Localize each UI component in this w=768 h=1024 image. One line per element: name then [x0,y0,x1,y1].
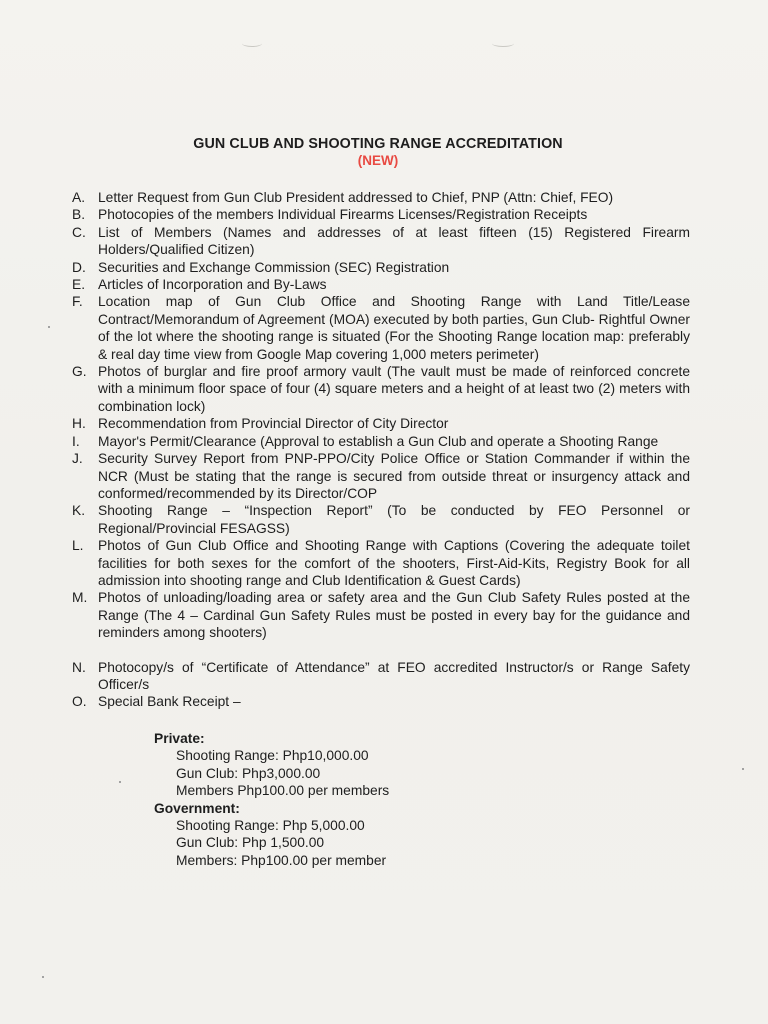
requirement-item-l [72,537,690,589]
fee-heading-private: Private: [154,731,205,746]
item-letter: J. [72,451,83,467]
item-text: Special Bank Receipt – [98,694,241,710]
requirement-item-f [72,293,690,363]
fee-line: Shooting Range: Php 5,000.00 [176,818,365,834]
item-letter: I. [72,433,80,449]
item-text: Photos of unloading/loading area or safety area and the Gun Club Safety Rules posted at the Range (The 4 – Cardinal Gun Safety Rules must be posted in every bay for the guidance and reminders among shooters) [98,590,690,641]
item-text: Articles of Incorporation and By-Laws [98,277,327,293]
fee-heading-government: Government: [154,800,240,816]
item-letter: L. [72,538,84,554]
requirement-item-i [72,433,690,450]
requirement-item-h [72,415,690,432]
item-text: Security Survey Report from PNP-PPO/City Police Office or Station Commander if within the NCR (Must be stating that the range is secured from outside threat or insurgency attack and conformed/recommended by its Director/COP [98,451,690,501]
scan-speck [119,781,121,783]
requirement-item-k [72,502,690,537]
scan-speck [742,768,744,770]
requirement-item-c [72,224,690,259]
requirement-item-a [72,189,690,206]
item-text: Photos of Gun Club Office and Shooting Range with Captions (Covering the adequate toilet facilities for both sexes for the comfort of the shooters, First-Aid-Kits, Registry Book for all admission into shooting range and Club Identification & Guest Cards) [98,538,690,588]
scan-speck [42,976,44,978]
item-text: Letter Request from Gun Club President addressed to Chief, PNP (Attn: Chief, FEO) [98,190,614,205]
requirement-item-j [72,450,690,502]
item-letter: K. [72,503,86,519]
requirement-item-m [72,589,690,641]
requirements-list [72,189,690,711]
item-letter: C. [72,224,86,240]
item-letter: N. [72,659,86,675]
item-text: Mayor's Permit/Clearance (Approval to establish a Gun Club and operate a Shooting Range [98,433,659,449]
requirement-item-b [72,206,690,223]
item-letter: E. [72,277,86,293]
bank-receipt-fees [154,730,389,869]
item-letter: D. [72,259,86,275]
item-text: Photocopies of the members Individual Firearms Licenses/Registration Receipts [98,207,588,223]
fee-line: Gun Club: Php 1,500.00 [176,835,325,851]
scan-speck [48,326,50,328]
requirement-item-d [72,259,690,276]
requirement-item-g [72,363,690,415]
fee-line: Members Php100.00 per members [176,783,390,799]
fee-line: Gun Club: Php3,000.00 [176,765,321,781]
document-title: GUN CLUB AND SHOOTING RANGE ACCREDITATION [193,136,563,152]
item-text: Location map of Gun Club Office and Shooting Range with Land Title/Lease Contract/Memorandum of Agreement (MOA) executed by both parties, Gun Club- Rightful Owner of the lot where the shooting range is situated (For the Shooting Range location map: preferably & real day time view from Google Map covering 1,000 meters perimeter) [98,294,690,362]
scan-mark [242,40,262,47]
requirement-item-n [72,659,690,694]
item-text: List of Members (Names and addresses of at least fifteen (15) Registered Firearm Holders/Qualified Citizen) [98,224,690,258]
item-letter: M. [72,590,88,606]
requirement-item-o [72,693,690,710]
fee-line: Shooting Range: Php10,000.00 [176,748,369,764]
item-letter: G. [72,364,87,380]
item-letter: B. [72,207,86,223]
scan-mark [492,40,514,47]
item-letter: O. [72,694,87,710]
item-text: Securities and Exchange Commission (SEC) Registration [98,259,450,275]
item-letter: H. [72,416,86,432]
item-letter: F. [72,294,83,310]
item-text: Photos of burglar and fire proof armory vault (The vault must be made of reinforced concrete with a minimum floor space of four (4) square meters and a height of at least two (2) meters with combination lock) [98,364,690,414]
requirement-item-e [72,276,690,293]
fee-line: Members: Php100.00 per member [176,852,387,868]
item-letter: A. [72,190,86,205]
document-subtitle: (NEW) [357,153,399,168]
item-text: Photocopy/s of “Certificate of Attendance” at FEO accredited Instructor/s or Range Safety Officer/s [98,659,690,692]
item-text: Shooting Range – “Inspection Report” (To be conducted by FEO Personnel or Regional/Provincial FESAGSS) [98,503,690,536]
item-text: Recommendation from Provincial Director of City Director [98,416,449,432]
